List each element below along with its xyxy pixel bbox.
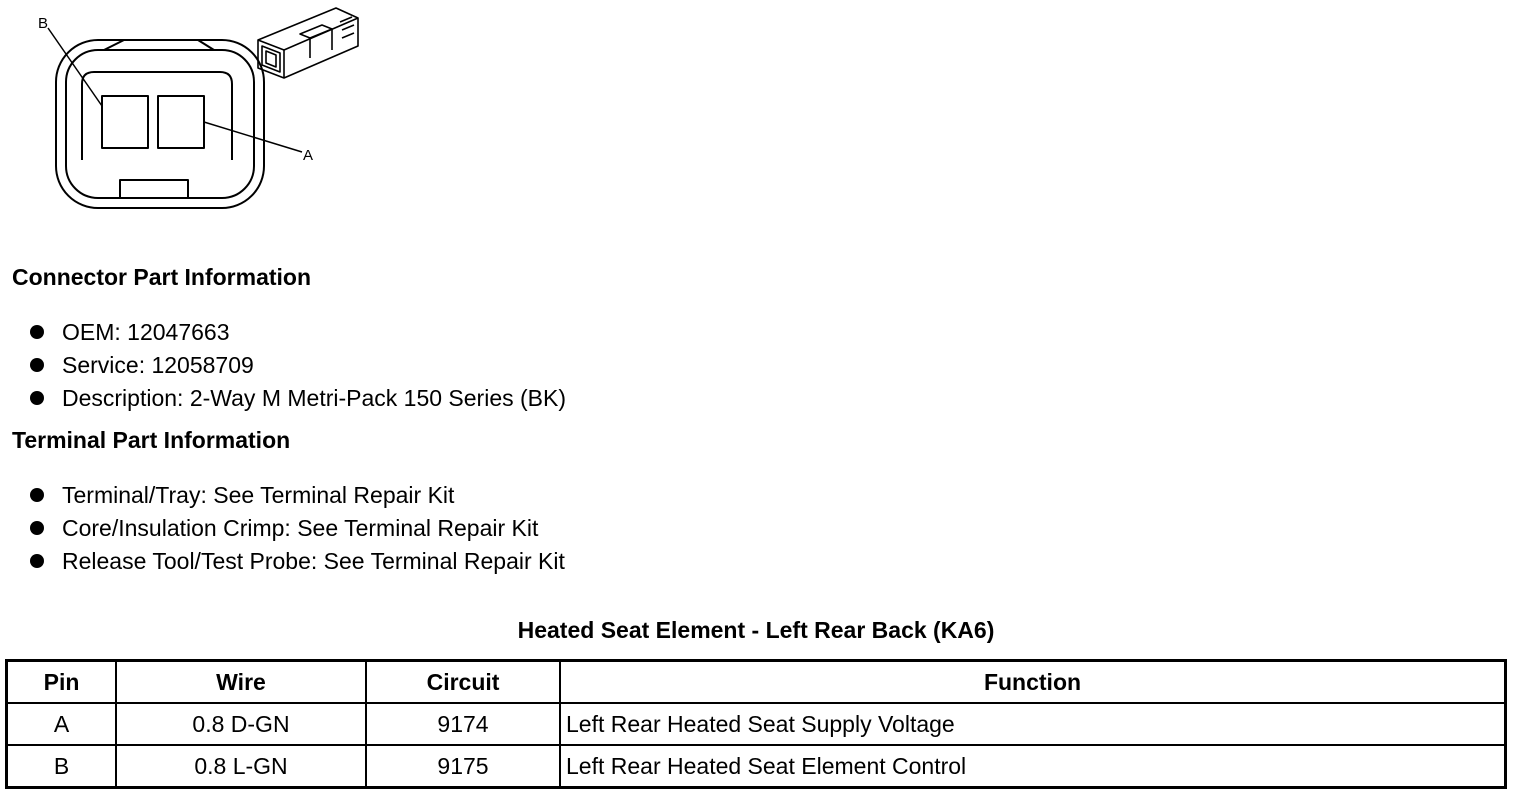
column-header-circuit: Circuit <box>366 661 560 704</box>
list-item-text: Core/Insulation Crimp: See Terminal Repair Kit <box>62 515 539 541</box>
terminal-part-info-heading: Terminal Part Information <box>12 427 291 453</box>
pinout-table-title: Heated Seat Element - Left Rear Back (KA6) <box>517 617 995 643</box>
list-item <box>28 351 566 384</box>
connector-latch-tab <box>104 40 214 50</box>
function-cell: Left Rear Heated Seat Element Control <box>560 745 1506 788</box>
bullet-icon <box>30 391 44 405</box>
list-item <box>28 384 566 417</box>
bullet-icon <box>30 521 44 535</box>
list-item-text: Release Tool/Test Probe: See Terminal Repair Kit <box>62 548 565 574</box>
circuit-cell: 9175 <box>366 745 560 788</box>
list-item <box>28 514 565 547</box>
callout-label-a: A <box>303 147 314 164</box>
wire-cell: 0.8 L-GN <box>116 745 366 788</box>
list-item <box>28 547 565 580</box>
callout-label-b: B <box>38 15 49 32</box>
column-header-function: Function <box>560 661 1506 704</box>
bullet-icon <box>30 488 44 502</box>
list-item <box>28 481 565 514</box>
table-header-row <box>7 661 1506 704</box>
terminal-part-info-list <box>28 481 565 580</box>
connector-face-diagram <box>0 0 380 215</box>
bullet-icon <box>30 325 44 339</box>
list-item-text: OEM: 12047663 <box>62 319 230 345</box>
pin-cell: A <box>7 703 117 745</box>
connector-key-notch <box>120 180 188 198</box>
table-row <box>7 745 1506 788</box>
terminal-cavity-a <box>158 96 204 148</box>
pinout-table <box>5 659 1507 789</box>
pin-cell: B <box>7 745 117 788</box>
wire-cell: 0.8 D-GN <box>116 703 366 745</box>
connector-isometric-view <box>258 8 358 78</box>
connector-face-drawing <box>0 0 380 215</box>
table-row <box>7 703 1506 745</box>
list-item-text: Service: 12058709 <box>62 352 254 378</box>
connector-part-info-heading: Connector Part Information <box>12 264 312 290</box>
connector-part-info-list <box>28 318 566 417</box>
column-header-pin: Pin <box>7 661 117 704</box>
bullet-icon <box>30 554 44 568</box>
column-header-wire: Wire <box>116 661 366 704</box>
terminal-cavity-b <box>102 96 148 148</box>
list-item-text: Terminal/Tray: See Terminal Repair Kit <box>62 482 455 508</box>
bullet-icon <box>30 358 44 372</box>
list-item <box>28 318 566 351</box>
circuit-cell: 9174 <box>366 703 560 745</box>
function-cell: Left Rear Heated Seat Supply Voltage <box>560 703 1506 745</box>
list-item-text: Description: 2-Way M Metri-Pack 150 Series (BK) <box>62 385 567 411</box>
